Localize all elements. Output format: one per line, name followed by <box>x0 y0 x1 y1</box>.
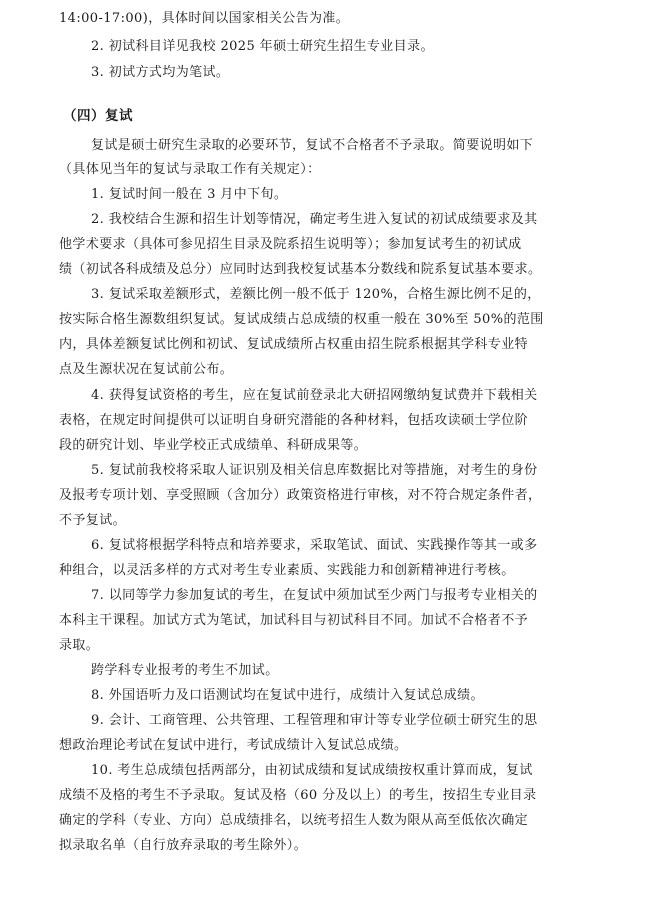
text-line: 表格，在规定时间提供可以证明自身研究潜能的各种材料，包括攻读硕士学位阶 <box>59 413 529 428</box>
text-line: 成绩不及格的考生不予录取。复试及格（60 分及以上）的考生，按招生专业目录 <box>59 788 537 803</box>
text-line: 3. 初试方式均为笔试。 <box>91 65 230 80</box>
text-line: 种组合，以灵活多样的方式对考生专业素质、实践能力和创新精神进行考核。 <box>59 563 515 578</box>
text-line: 不予复试。 <box>59 513 127 528</box>
text-line: 3. 复试采取差额形式，差额比例一般不低于 120%，合格生源比例不足的， <box>91 287 541 302</box>
text-line: 确定的学科（专业、方向）总成绩排名，以统考招生人数为限从高至低依次确定 <box>59 813 529 828</box>
text-line: 2. 初试科目详见我校 2025 年硕士研究生招生专业目录。 <box>91 39 434 54</box>
text-line: 6. 复试将根据学科特点和培养要求，采取笔试、面试、实践操作等其一或多 <box>91 538 538 553</box>
text-line: 他学术要求（具体可参见招生目录及院系招生说明等）；参加复试考生的初试成 <box>59 237 522 252</box>
text-line: 2. 我校结合生源和招生计划等情况，确定考生进入复试的初试成绩要求及其 <box>91 212 538 227</box>
text-line: 7. 以同等学力参加复试的考生，在复试中须加试至少两门与报考专业相关的 <box>91 588 538 603</box>
text-line: 1. 复试时间一般在 3 月中下旬。 <box>91 187 288 202</box>
text-line: 点及生源状况在复试前公布。 <box>59 362 234 377</box>
text-line: 内，具体差额复试比例和初试、复试成绩所占权重由招生院系根据其学科专业特 <box>59 337 529 352</box>
text-line: 及报考专项计划、享受照顾（含加分）政策资格进行审核，对不符合规定条件者， <box>59 488 542 503</box>
text-line: 绩（初试各科成绩及总分）应同时达到我校复试基本分数线和院系复试基本要求。 <box>59 262 542 277</box>
text-line: 9. 会计、工商管理、公共管理、工程管理和审计等专业学位硕士研究生的思 <box>91 713 538 728</box>
text-line: 4. 获得复试资格的考生，应在复试前登录北大研招网缴纳复试费并下载相关 <box>91 388 538 403</box>
text-line: 复试是硕士研究生录取的必要环节，复试不合格者不予录取。简要说明如下 <box>91 138 534 153</box>
section-heading: （四）复试 <box>63 108 133 124</box>
text-line: 想政治理论考试在复试中进行，考试成绩计入复试总成绩。 <box>59 738 408 753</box>
text-line: 5. 复试前我校将采取人证识别及相关信息库数据比对等措施，对考生的身份 <box>91 463 538 478</box>
text-line: 本科主干课程。加试方式为笔试，加试科目与初试科目不同。加试不合格者不予 <box>59 613 529 628</box>
text-line: 段的研究计划、毕业学校正式成绩单、科研成果等。 <box>59 438 368 453</box>
text-line: 录取。 <box>59 638 100 653</box>
text-line: 10. 考生总成绩包括两部分，由初试成绩和复试成绩按权重计算而成，复试 <box>91 763 533 778</box>
text-line: 按实际合格生源数组织复试。复试成绩占总成绩的权重一般在 30%至 50%的范围 <box>59 312 544 327</box>
text-line: 跨学科专业报考的考生不加试。 <box>91 663 279 678</box>
text-line: 8. 外国语听力及口语测试均在复试中进行，成绩计入复试总成绩。 <box>91 688 484 703</box>
text-line: 拟录取名单（自行放弃录取的考生除外）。 <box>59 838 308 853</box>
text-line: （具体见当年的复试与录取工作有关规定）： <box>59 162 321 177</box>
text-line: 14:00-17:00)，具体时间以国家相关公告为准。 <box>59 11 350 26</box>
